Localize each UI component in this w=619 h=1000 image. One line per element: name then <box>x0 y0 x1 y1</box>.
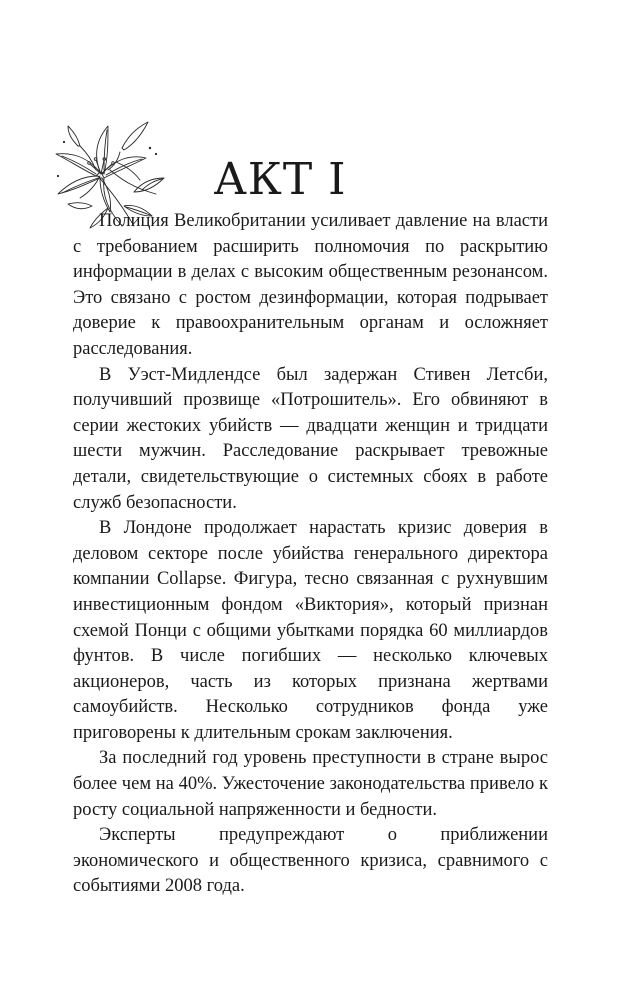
paragraph: В Уэст-Мидлендсе был задержан Стивен Летсби, получивший прозвище «Потрошитель». Его обвиняют в серии жестоких убийств — двадцати женщин и тридцати шести мужчин. Расследование раскрывает тревожные детали, свидетельствующие о системных сбоях в работе служб безопасности. <box>73 364 548 513</box>
paragraph: За последний год уровень преступности в стране вырос более чем на 40%. Ужесточение законодательства привело к росту социальной напряженности и бедности. <box>73 748 548 820</box>
chapter-body <box>73 209 548 900</box>
paragraph: Эксперты предупреждают о приближении экономического и общественного кризиса, сравнимого с событиями 2008 года. <box>73 825 548 897</box>
chapter-title: АКТ I <box>213 154 347 205</box>
paragraph: Полиция Великобритании усиливает давление на власти с требованием расширить полномочия по раскрытию информации в делах с высоким общественным резонансом. Это связано с ростом дезинформации, которая подрывает доверие к правоохранительным органам и осложняет расследования. <box>73 211 548 359</box>
paragraph: В Лондоне продолжает нарастать кризис доверия в деловом секторе после убийства генерального директора компании Collapse. Фигура, тесно связанная с рухнувшим инвестиционным фондом «Виктория», который признан схемой Понци с общими убытками порядка 60 миллиардов фунтов. В числе погибших — несколько ключевых акционеров, часть из которых признана жертвами самоубийств. Несколько сотрудников фонда уже приговорены к длительным срокам заключения. <box>73 518 548 743</box>
